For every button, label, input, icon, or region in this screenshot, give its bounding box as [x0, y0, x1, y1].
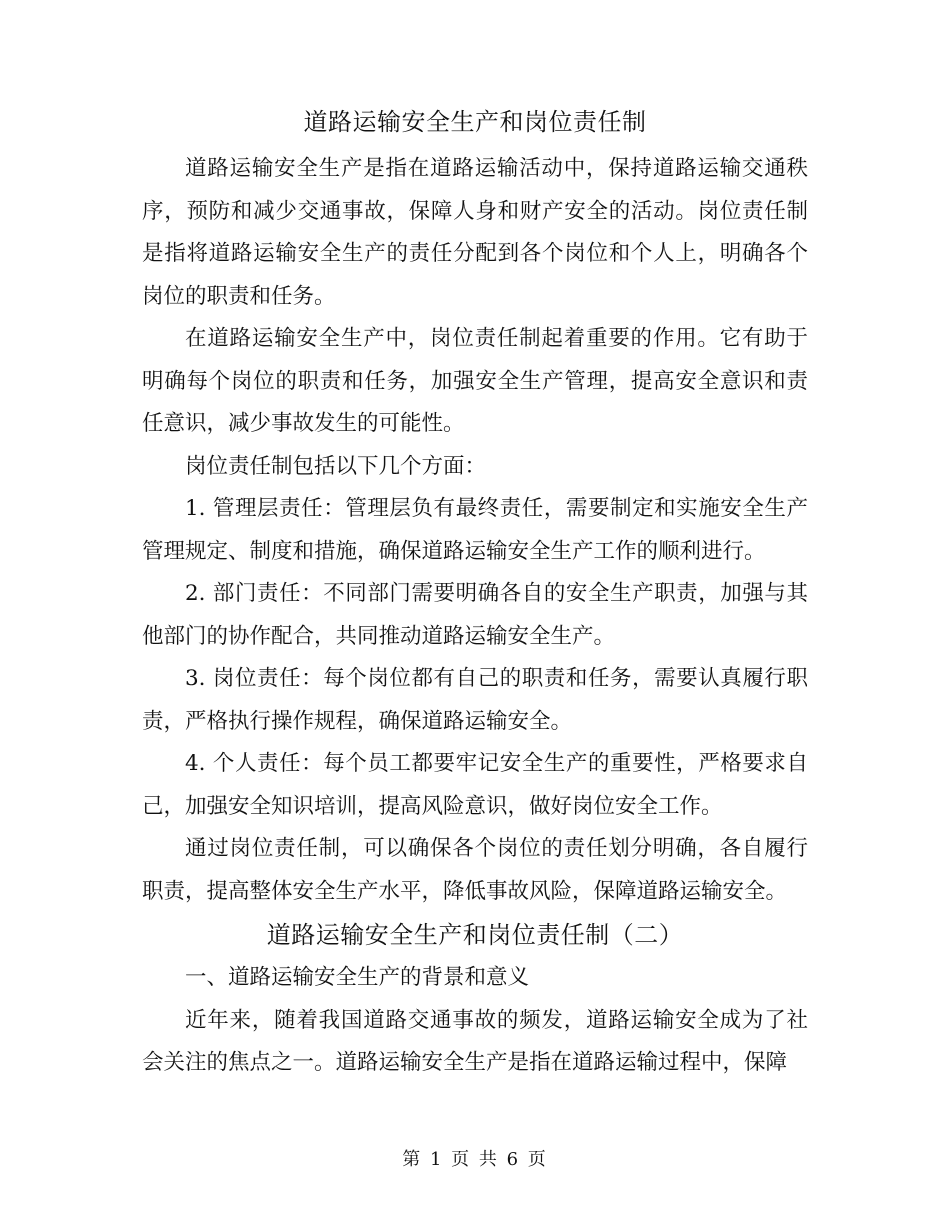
document-title: 道路运输安全生产和岗位责任制	[303, 108, 647, 136]
list-item-position: 3. 岗位责任：每个岗位都有自己的职责和任务，需要认真履行职责，严格执行操作规程，确保道路运输安全。	[142, 666, 808, 734]
paragraph-definition: 道路运输安全生产是指在道路运输活动中，保持道路运输交通秩序，预防和减少交通事故，保障人身和财产安全的活动。岗位责任制是指将道路运输安全生产的责任分配到各个岗位和个人上，明确各个岗位的职责和任务。	[142, 156, 808, 309]
list-item-individual: 4. 个人责任：每个员工都要牢记安全生产的重要性，严格要求自己，加强安全知识培训，提高风险意识，做好岗位安全工作。	[142, 751, 808, 819]
section2-paragraph: 近年来，随着我国道路交通事故的频发，道路运输安全成为了社会关注的焦点之一。道路运输安全生产是指在道路运输过程中，保障	[142, 1007, 808, 1075]
list-item-management: 1. 管理层责任：管理层负有最终责任，需要制定和实施安全生产管理规定、制度和措施，确保道路运输安全生产工作的顺利进行。	[142, 496, 808, 564]
section2-title: 道路运输安全生产和岗位责任制（二）	[266, 921, 684, 949]
section2-heading: 一、道路运输安全生产的背景和意义	[185, 965, 530, 990]
list-item-department: 2. 部门责任：不同部门需要明确各自的安全生产职责，加强与其他部门的协作配合，共同推动道路运输安全生产。	[142, 581, 808, 649]
paragraph-conclusion: 通过岗位责任制，可以确保各个岗位的责任划分明确，各自履行职责，提高整体安全生产水平，降低事故风险，保障道路运输安全。	[142, 836, 808, 904]
paragraph-importance: 在道路运输安全生产中，岗位责任制起着重要的作用。它有助于明确每个岗位的职责和任务，加强安全生产管理，提高安全意识和责任意识，减少事故发生的可能性。	[142, 326, 808, 436]
document-body	[142, 96, 808, 1085]
page-number-footer: 第 1 页 共 6 页	[402, 1149, 548, 1170]
paragraph-aspects-intro: 岗位责任制包括以下几个方面：	[185, 453, 487, 479]
